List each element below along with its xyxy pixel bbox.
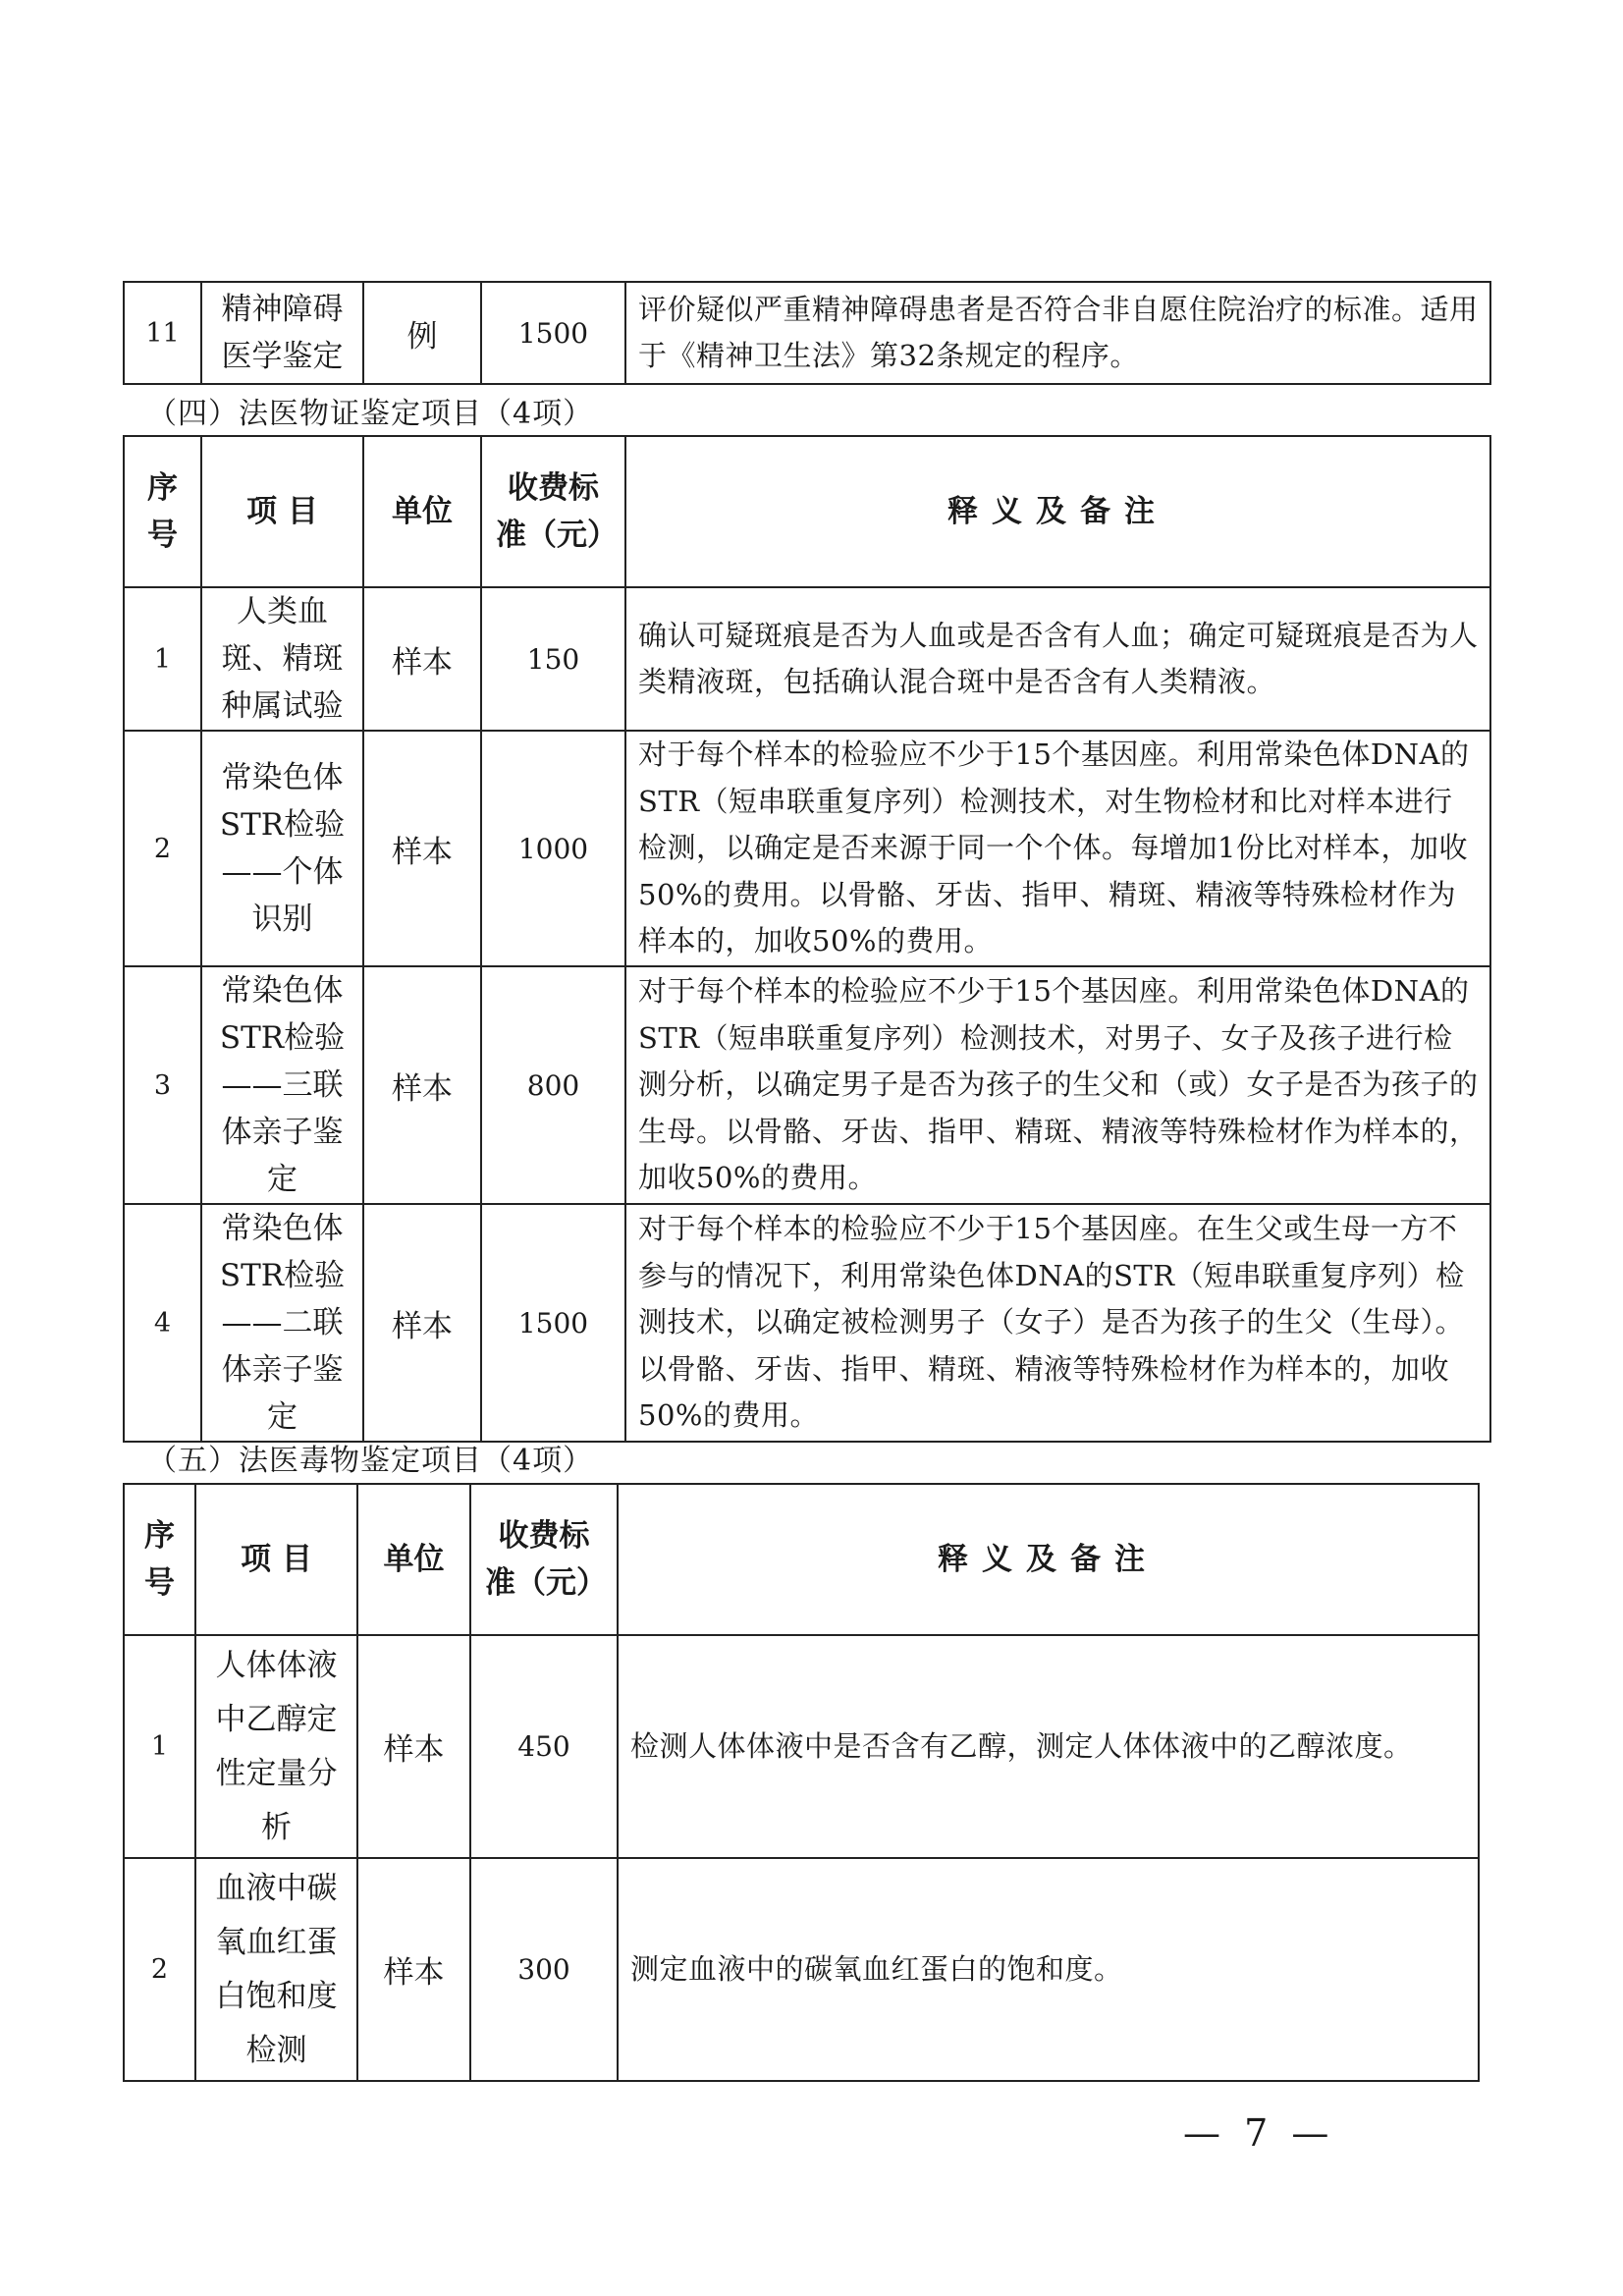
table-row <box>124 1204 1490 1442</box>
section4-table <box>123 435 1491 1443</box>
table-row <box>124 1858 1479 2081</box>
table-row <box>124 1635 1479 1858</box>
section5-title: （五）法医毒物鉴定项目（4项） <box>147 1444 594 1478</box>
header-remark: 释义及备注 <box>625 436 1490 587</box>
row-unit: 样本 <box>357 1635 470 1858</box>
row-serial: 11 <box>124 282 201 384</box>
table-row <box>124 731 1490 966</box>
row-serial: 4 <box>124 1204 201 1442</box>
section4-title: （四）法医物证鉴定项目（4项） <box>147 397 594 431</box>
section5-table <box>123 1483 1480 2082</box>
row-unit: 样本 <box>363 1204 481 1442</box>
row-remark: 对于每个样本的检验应不少于15个基因座。利用常染色体DNA的STR（短串联重复序列）检测技术，对生物检材和比对样本进行检测，以确定是否来源于同一个个体。每增加1份比对样本，加收50%的费用。以骨骼、牙齿、指甲、精斑、精液等特殊检材作为样本的，加收50%的费用。 <box>625 731 1490 966</box>
row-serial: 1 <box>124 587 201 731</box>
header-fee: 收费标准（元） <box>481 436 625 587</box>
table-header-row <box>124 436 1490 587</box>
row-fee: 300 <box>470 1858 618 2081</box>
row-remark: 检测人体体液中是否含有乙醇，测定人体体液中的乙醇浓度。 <box>618 1635 1479 1858</box>
row-remark: 测定血液中的碳氧血红蛋白的饱和度。 <box>618 1858 1479 2081</box>
row-item: 人体体液中乙醇定性定量分析 <box>195 1635 357 1858</box>
row-item: 精神障碍医学鉴定 <box>201 282 363 384</box>
header-serial: 序号 <box>124 436 201 587</box>
row-unit: 样本 <box>363 587 481 731</box>
header-item: 项 目 <box>201 436 363 587</box>
table-header-row <box>124 1484 1479 1635</box>
row-fee: 800 <box>481 966 625 1204</box>
row-fee: 1000 <box>481 731 625 966</box>
row-fee: 150 <box>481 587 625 731</box>
row-item: 常染色体STR检验——三联体亲子鉴定 <box>201 966 363 1204</box>
row-item: 人类血斑、精斑种属试验 <box>201 587 363 731</box>
header-unit: 单位 <box>357 1484 470 1635</box>
row-remark: 确认可疑斑痕是否为人血或是否含有人血；确定可疑斑痕是否为人类精液斑，包括确认混合斑中是否含有人类精液。 <box>625 587 1490 731</box>
row-fee: 450 <box>470 1635 618 1858</box>
page-number: — 7 — <box>1183 2111 1335 2155</box>
row-serial: 1 <box>124 1635 195 1858</box>
row-serial: 2 <box>124 731 201 966</box>
continued-table <box>123 281 1491 385</box>
row-remark: 评价疑似严重精神障碍患者是否符合非自愿住院治疗的标准。适用于《精神卫生法》第32条规定的程序。 <box>625 282 1490 384</box>
row-serial: 2 <box>124 1858 195 2081</box>
table-row <box>124 282 1490 384</box>
header-fee: 收费标准（元） <box>470 1484 618 1635</box>
row-unit: 样本 <box>357 1858 470 2081</box>
row-fee: 1500 <box>481 282 625 384</box>
table-row <box>124 966 1490 1204</box>
header-unit: 单位 <box>363 436 481 587</box>
row-unit: 例 <box>363 282 481 384</box>
row-item: 血液中碳氧血红蛋白饱和度检测 <box>195 1858 357 2081</box>
header-remark: 释义及备注 <box>618 1484 1479 1635</box>
row-item: 常染色体STR检验——个体识别 <box>201 731 363 966</box>
header-serial: 序号 <box>124 1484 195 1635</box>
header-item: 项 目 <box>195 1484 357 1635</box>
row-serial: 3 <box>124 966 201 1204</box>
row-remark: 对于每个样本的检验应不少于15个基因座。在生父或生母一方不参与的情况下，利用常染色体DNA的STR（短串联重复序列）检测技术，以确定被检测男子（女子）是否为孩子的生父（生母）。以骨骼、牙齿、指甲、精斑、精液等特殊检材作为样本的，加收50%的费用。 <box>625 1204 1490 1442</box>
row-fee: 1500 <box>481 1204 625 1442</box>
row-unit: 样本 <box>363 731 481 966</box>
table-row <box>124 587 1490 731</box>
row-unit: 样本 <box>363 966 481 1204</box>
row-item: 常染色体STR检验——二联体亲子鉴定 <box>201 1204 363 1442</box>
row-remark: 对于每个样本的检验应不少于15个基因座。利用常染色体DNA的STR（短串联重复序列）检测技术，对男子、女子及孩子进行检测分析，以确定男子是否为孩子的生父和（或）女子是否为孩子的生母。以骨骼、牙齿、指甲、精斑、精液等特殊检材作为样本的，加收50%的费用。 <box>625 966 1490 1204</box>
